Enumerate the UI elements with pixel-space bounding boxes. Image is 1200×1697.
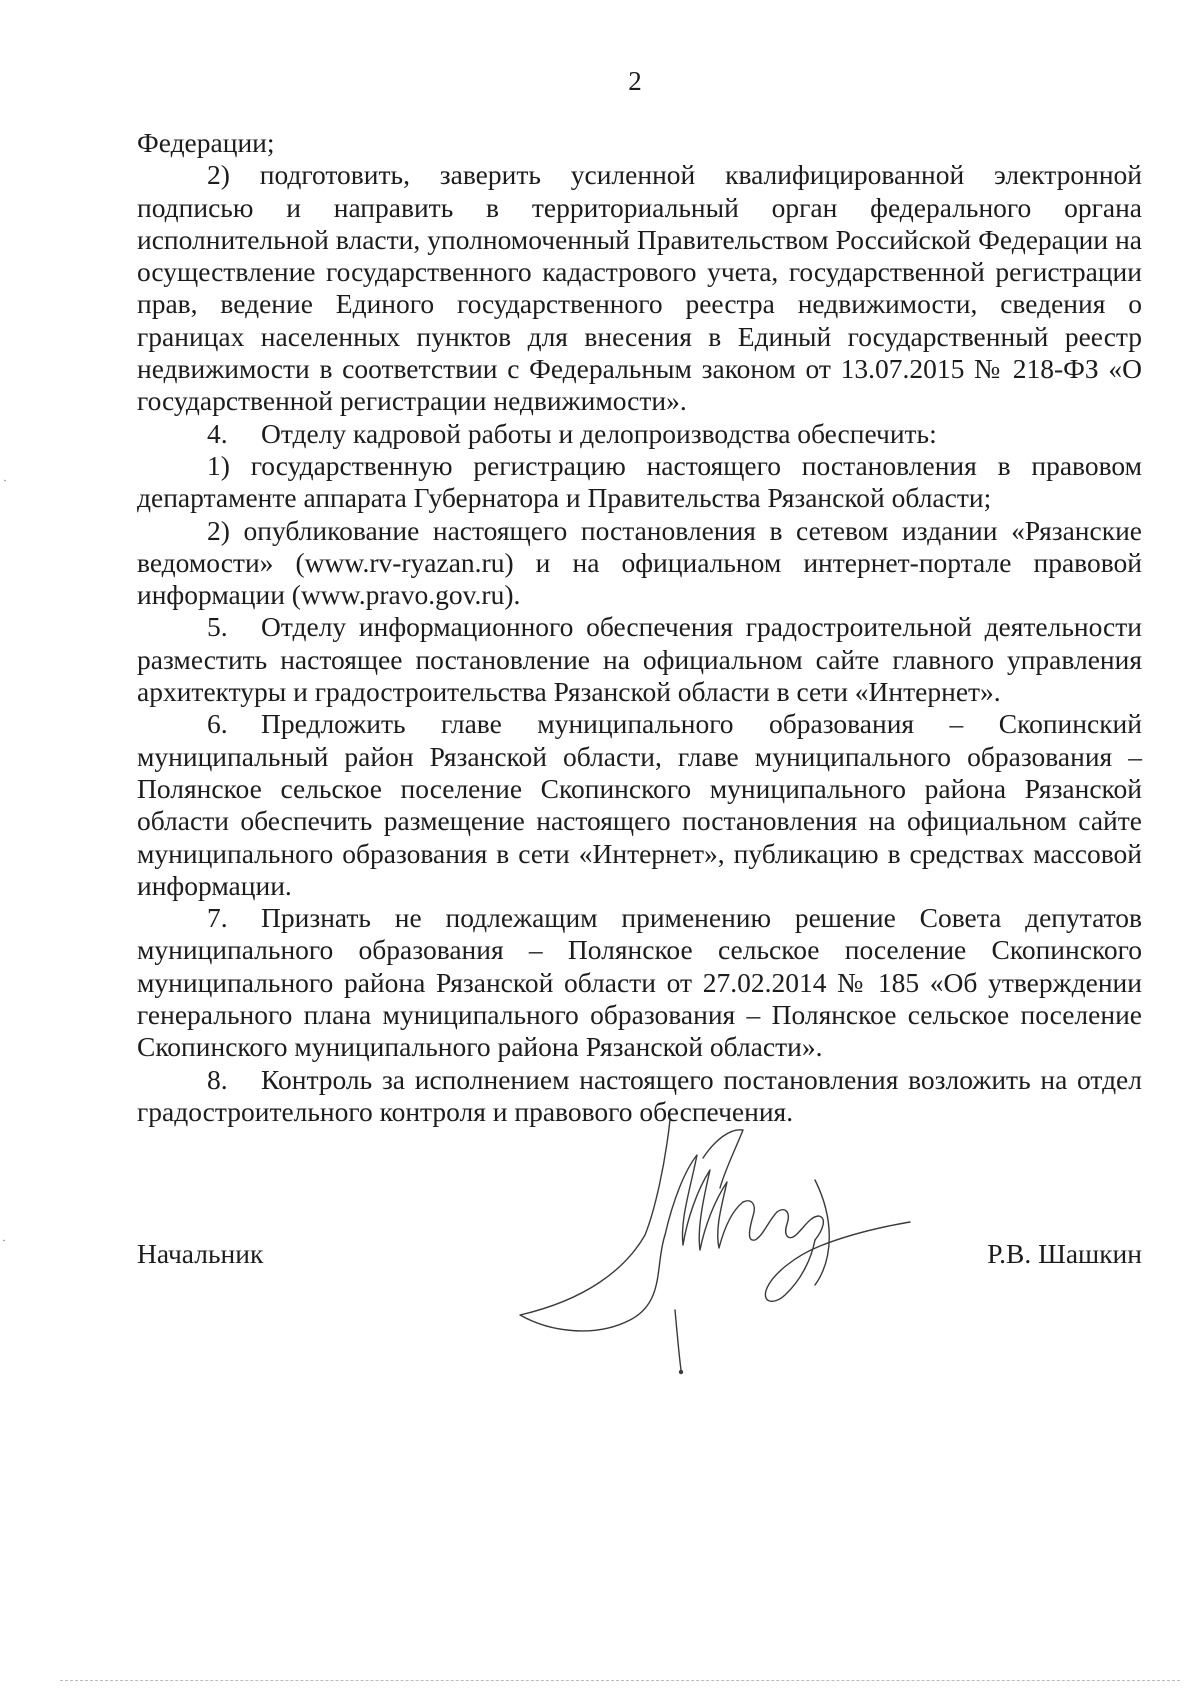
paragraph-continuation: Федерации; [137,127,275,158]
paragraph-item-4 [137,418,1142,450]
paragraph-item-7 [137,902,1142,1063]
item-number: 6. [207,708,228,740]
scan-bottom-edge [60,1680,1180,1683]
document-body [137,127,1142,1128]
signer-title: Начальник [137,1238,264,1269]
item-text: Предложить главе муниципального образования – Скопинский муниципальный район Рязанской области, главе муниципального образования – Полянское сельское поселение Скопинского муниципального района Рязанской области обеспечить размещение настоящего постановления на официальном сайте муниципального образования в сети «Интернет», публикацию в средствах массовой информации. [137,708,1142,901]
paragraph-item-5 [137,611,1142,708]
item-number: 7. [207,902,228,934]
scan-edge-marks [0,0,20,1697]
item-number: 5. [207,611,228,643]
paragraph-subitem-2-publication: 2) опубликование настоящего постановления в сетевом издании «Рязанские ведомости» (www.rv-ryazan.ru) и на официальном интернет-портале правовой информации (www.pravo.gov.ru). [137,514,1142,611]
paragraph-subitem-2-registry: 2) подготовить, заверить усиленной квалифицированной электронной подписью и направить в территориальный орган федерального органа исполнительной власти, уполномоченный Правительством Российской Федерации на осуществление государственного кадастрового учета, государственной регистрации прав, ведение Единого государственного реестра недвижимости, сведения о границах населенных пунктов для внесения в Единый государственный реестр недвижимости в соответствии с Федеральным законом от 13.07.2015 № 218-ФЗ «О государственной регистрации недвижимости». [137,159,1142,417]
handwritten-signature [515,1070,925,1380]
item-text: Отделу информационного обеспечения градостроительной деятельности разместить настоящее постановление на официальном сайте главного управления архитектуры и градостроительства Рязанской области в сети «Интернет». [137,611,1142,708]
paragraph-subitem-1-registration: 1) государственную регистрацию настоящего постановления в правовом департаменте аппарата Губернатора и Правительства Рязанской области; [137,449,1142,514]
item-number: 8. [207,1063,228,1095]
page-number: 2 [628,66,642,96]
paragraph-item-6 [137,708,1142,902]
item-text: Признать не подлежащим применению решение Совета депутатов муниципального образования – Полянское сельское поселение Скопинского муниципального района Рязанской области от 27.02.2014 № 185 «Об утверждении генерального плана муниципального образования – Полянское сельское поселение Скопинского муниципального района Рязанской области». [137,902,1142,1063]
item-text: Контроль за исполнением настоящего постановления возложить на отдел градостроительного контроля и правового обеспечения. [137,1063,1142,1127]
item-number: 4. [207,417,228,449]
signer-name: Р.В. Шашкин [987,1238,1142,1269]
item-text: Отделу кадровой работы и делопроизводства обеспечить: [261,417,937,449]
